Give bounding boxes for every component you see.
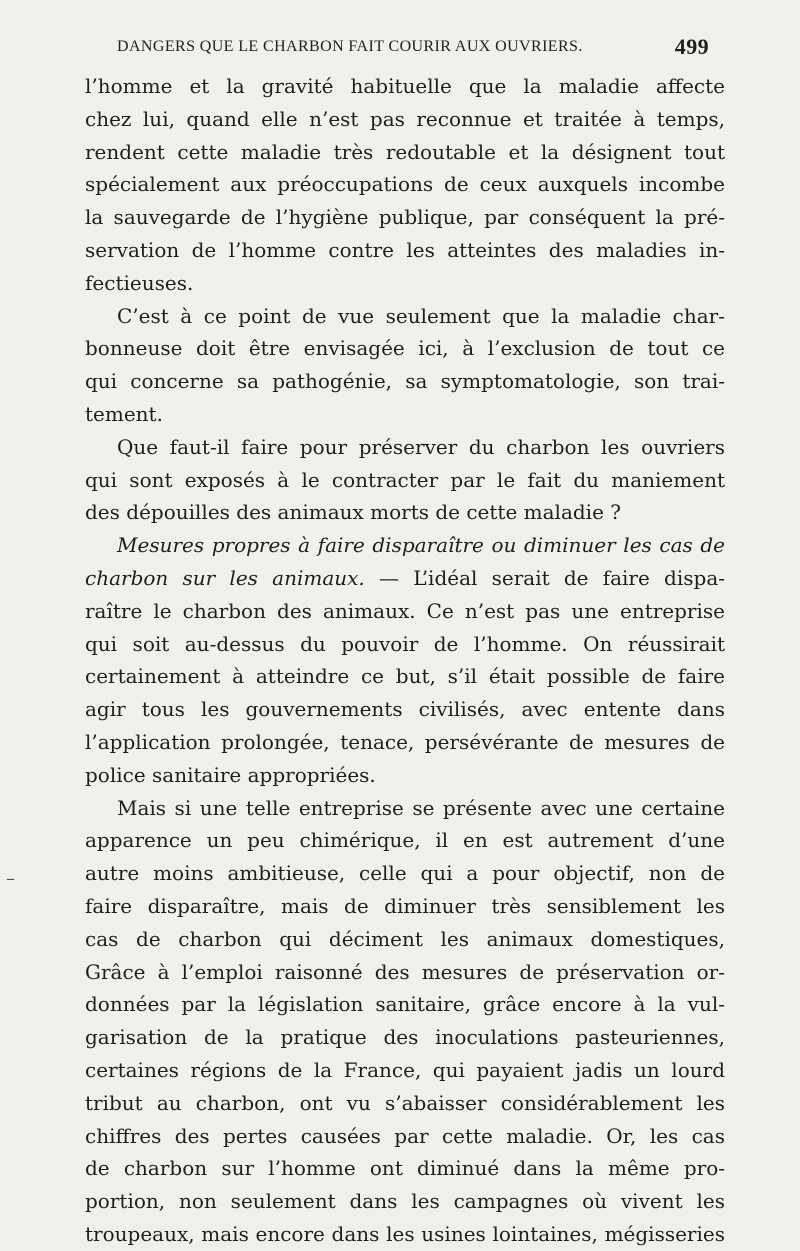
text-line: qui sont exposés à le contracter par le fait du maniement [85, 467, 725, 492]
text-line: cas de charbon qui déciment les animaux domestiques, [85, 926, 725, 951]
text-line: bonneuse doit être envisagée ici, à l’exclusion de tout ce [85, 336, 725, 361]
paragraph-first-line: C’est à ce point de vue seulement que la maladie char- [117, 303, 725, 328]
text-line: portion, non seulement dans les campagnes où vivent les [85, 1189, 725, 1214]
text-line: agir tous les gouvernements civilisés, avec entente dans [85, 697, 725, 722]
text-line: Grâce à l’emploi raisonné des mesures de préservation or- [85, 959, 725, 984]
page-number: 499 [674, 34, 709, 59]
text-line: l’homme et la gravité habituelle que la maladie affecte [85, 74, 725, 98]
text-line: apparence un peu chimérique, il en est autrement d’une [85, 828, 725, 853]
text-line: autre moins ambitieuse, celle qui a pour objectif, non de [85, 861, 725, 886]
text-line: rendent cette maladie très redoutable et la désignent tout [85, 139, 725, 164]
text-line: qui soit au-dessus du pouvoir de l’homme. On réussirait [85, 631, 725, 656]
text-line: données par la législation sanitaire, grâce encore à la vul- [85, 992, 725, 1017]
text-line: qui concerne sa pathogénie, sa symptomatologie, son trai- [85, 369, 725, 394]
text-line: servation de l’homme contre les atteintes des maladies in- [85, 237, 725, 262]
section-heading-line: charbon sur les animaux. — L’idéal serait de faire dispa- [85, 565, 725, 590]
text-line: troupeaux, mais encore dans les usines lointaines, mégisseries [85, 1221, 725, 1246]
text-line: la sauvegarde de l’hygiène publique, par conséquent la pré- [85, 205, 725, 230]
text-line: chez lui, quand elle n’est pas reconnue et traitée à temps, [85, 106, 725, 131]
text-line: police sanitaire appropriées. [85, 762, 376, 787]
margin-mark: – [6, 868, 15, 889]
section-heading-line: Mesures propres à faire disparaître ou diminuer les cas de [117, 533, 725, 558]
text-line: l’application prolongée, tenace, persévérante de mesures de [85, 729, 725, 754]
page-header [117, 34, 709, 62]
text-line: tribut au charbon, ont vu s’abaisser considérablement les [85, 1090, 725, 1115]
paragraph-first-line: Mais si une telle entreprise se présente avec une certaine [117, 795, 725, 820]
text-line: faire disparaître, mais de diminuer très sensiblement les [85, 893, 725, 918]
paragraph-first-line: Que faut-il faire pour préserver du charbon les ouvriers [117, 434, 725, 459]
text-line: garisation de la pratique des inoculations pasteuriennes, [85, 1025, 725, 1050]
text-line: certaines régions de la France, qui payaient jadis un lourd [85, 1057, 725, 1082]
text-line: des dépouilles des animaux morts de cette maladie ? [85, 500, 621, 525]
text-line: de charbon sur l’homme ont diminué dans la même pro- [85, 1156, 725, 1181]
text-line: spécialement aux préoccupations de ceux auxquels incombe [85, 172, 725, 197]
text-line: chiffres des pertes causées par cette maladie. Or, les cas [85, 1123, 725, 1148]
text-line: fectieuses. [85, 270, 194, 295]
text-line: raître le charbon des animaux. Ce n’est pas une entreprise [85, 598, 725, 623]
text-line: certainement à atteindre ce but, s’il était possible de faire [85, 664, 725, 689]
running-title: DANGERS QUE LE CHARBON FAIT COURIR AUX OUVRIERS. [117, 38, 583, 55]
text-line: tement. [85, 401, 163, 426]
body-text [85, 70, 725, 1251]
